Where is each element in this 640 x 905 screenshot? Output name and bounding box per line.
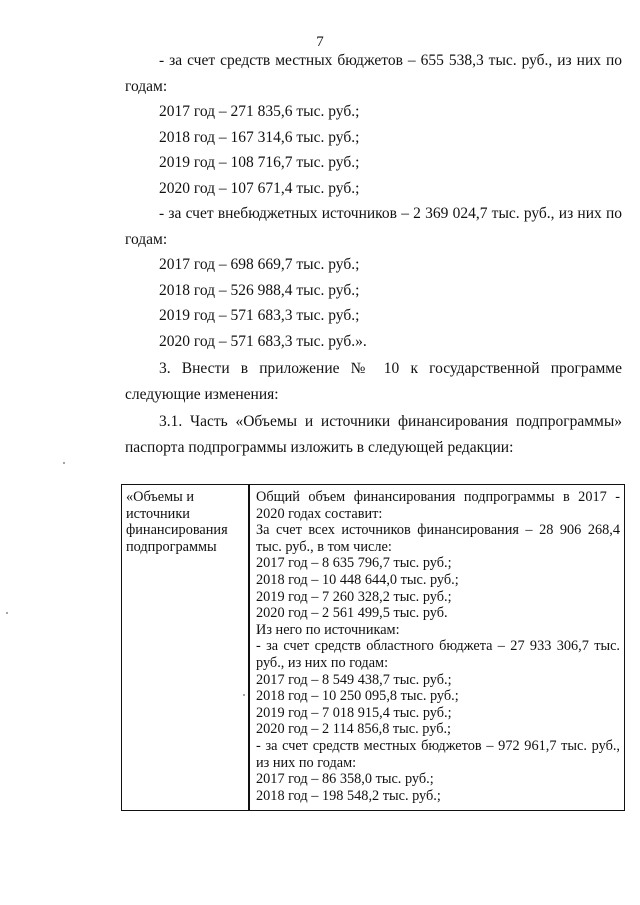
year-line: 2020 год – 107 671,4 тыс. руб.; (159, 179, 360, 197)
paragraph-local-budgets: - за счет средств местных бюджетов – 655 538,3 тыс. руб., из них по годам: (125, 52, 622, 95)
table-row (122, 485, 625, 811)
year-line: 2020 год – 571 683,3 тыс. руб.». (159, 332, 367, 350)
paragraph-item-3: 3. Внести в приложение № 10 к государственной программе следующие изменения: (125, 360, 622, 403)
cell-line: 2018 год – 10 250 095,8 тыс. руб.; (256, 688, 459, 705)
cell-line: 2017 год – 86 358,0 тыс. руб.; (256, 771, 434, 788)
page-number: 7 (316, 34, 324, 50)
passport-table (121, 484, 625, 811)
cell-line: За счет всех источников финансирования – 28 906 268,4 тыс. руб., в том числе: (256, 522, 620, 555)
scan-speck (63, 462, 65, 464)
scan-speck (6, 612, 8, 614)
year-line: 2019 год – 571 683,3 тыс. руб.; (159, 307, 360, 324)
scan-speck (243, 694, 245, 696)
cell-line: финансирования (126, 522, 228, 539)
cell-line: Общий объем финансирования подпрограммы в 2017 - 2020 годах составит: (256, 489, 620, 522)
cell-line: - за счет средств местных бюджетов – 972 961,7 тыс. руб., из них по годам: (256, 737, 620, 771)
cell-line: источники (126, 505, 190, 522)
cell-line: подпрограммы (126, 538, 217, 555)
year-line: 2018 год – 167 314,6 тыс. руб.; (159, 128, 360, 146)
year-line: 2017 год – 698 669,7 тыс. руб.; (159, 256, 360, 273)
cell-line: 2020 год – 2 561 499,5 тыс. руб. (256, 605, 448, 622)
cell-line: 2019 год – 7 018 915,4 тыс. руб.; (256, 704, 452, 721)
cell-line: 2017 год – 8 549 438,7 тыс. руб.; (256, 671, 452, 688)
paragraph-extrabudgetary: - за счет внебюджетных источников – 2 369 024,7 тыс. руб., из них по годам: (125, 205, 622, 248)
cell-line: 2017 год – 8 635 796,7 тыс. руб.; (256, 555, 452, 572)
year-line: 2019 год – 108 716,7 тыс. руб.; (159, 154, 360, 171)
cell-line: 2019 год – 7 260 328,2 тыс. руб.; (256, 588, 452, 605)
table-cell-content (249, 485, 625, 811)
cell-line: 2018 год – 198 548,2 тыс. руб.; (256, 787, 441, 804)
cell-line: - за счет средств областного бюджета – 27 933 306,7 тыс. руб., из них по годам: (256, 638, 620, 671)
table-cell-heading (122, 485, 250, 811)
cell-line: «Объемы и (126, 489, 195, 505)
cell-line: 2018 год – 10 448 644,0 тыс. руб.; (256, 571, 459, 588)
year-line: 2018 год – 526 988,4 тыс. руб.; (159, 281, 360, 299)
year-line: 2017 год – 271 835,6 тыс. руб.; (159, 103, 360, 120)
cell-line: 2020 год – 2 114 856,8 тыс. руб.; (256, 721, 452, 738)
document-body (125, 48, 622, 460)
cell-line: Из него по источникам: (256, 621, 400, 638)
paragraph-item-3-1: 3.1. Часть «Объемы и источники финансирования подпрограммы» паспорта подпрограммы изложить в следующей редакции: (125, 413, 622, 456)
